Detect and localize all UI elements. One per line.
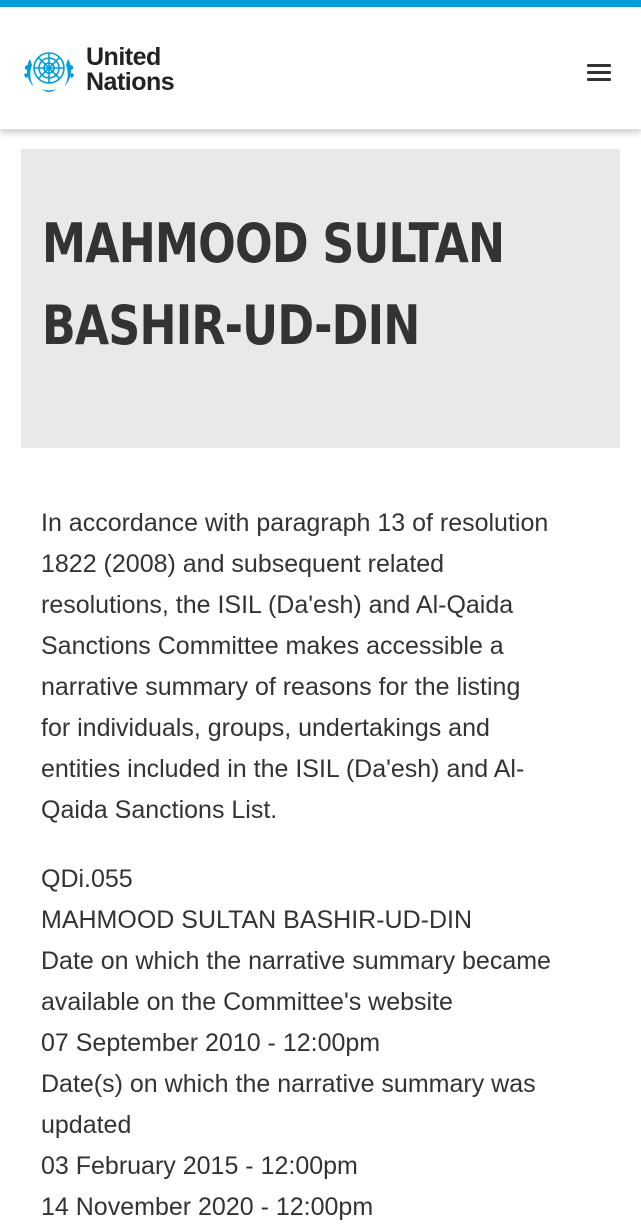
menu-bar-top [587,64,611,67]
intro-line: Sanctions Committee makes accessible a [41,632,504,660]
intro-line: for individuals, groups, undertakings and [41,714,490,742]
menu-bar-bottom [587,78,611,81]
page-title-line-1: MAHMOOD SULTAN [42,212,505,275]
page-title-banner [21,149,620,448]
intro-line: Qaida Sanctions List. [41,796,278,824]
intro-line: entities included in the ISIL (Da'esh) and Al- [41,755,525,783]
updated-date: 14 November 2020 - 12:00pm [41,1193,374,1221]
available-date: 07 September 2010 - 12:00pm [41,1029,381,1057]
updated-dates-label: Date(s) on which the narrative summary was [41,1070,536,1098]
site-header [0,7,641,129]
reference-number: QDi.055 [41,865,133,893]
menu-bar-middle [587,71,611,74]
brand-name [86,45,174,95]
page-title [42,203,505,367]
available-date-label: Date on which the narrative summary became [41,947,551,975]
updated-dates-label-cont: updated [41,1111,132,1139]
listing-details [41,859,611,1228]
brand-line-1: United [86,43,161,71]
un-logo-link[interactable] [20,41,174,99]
brand-line-2: Nations [86,68,175,96]
intro-line: resolutions, the ISIL (Da'esh) and Al-Qaida [41,591,514,619]
intro-line: In accordance with paragraph 13 of resolution [41,509,549,537]
intro-paragraph [41,503,611,831]
listed-name: MAHMOOD SULTAN BASHIR-UD-DIN [41,906,473,934]
hamburger-menu-icon[interactable] [587,61,613,85]
un-emblem-icon [20,41,78,99]
intro-line: narrative summary of reasons for the listing [41,673,521,701]
updated-date: 03 February 2015 - 12:00pm [41,1152,358,1180]
top-accent-bar [0,0,641,7]
main-content [41,503,611,1228]
intro-line: 1822 (2008) and subsequent related [41,550,445,578]
page-title-line-2: BASHIR-UD-DIN [42,294,420,357]
available-date-label-cont: available on the Committee's website [41,988,453,1016]
